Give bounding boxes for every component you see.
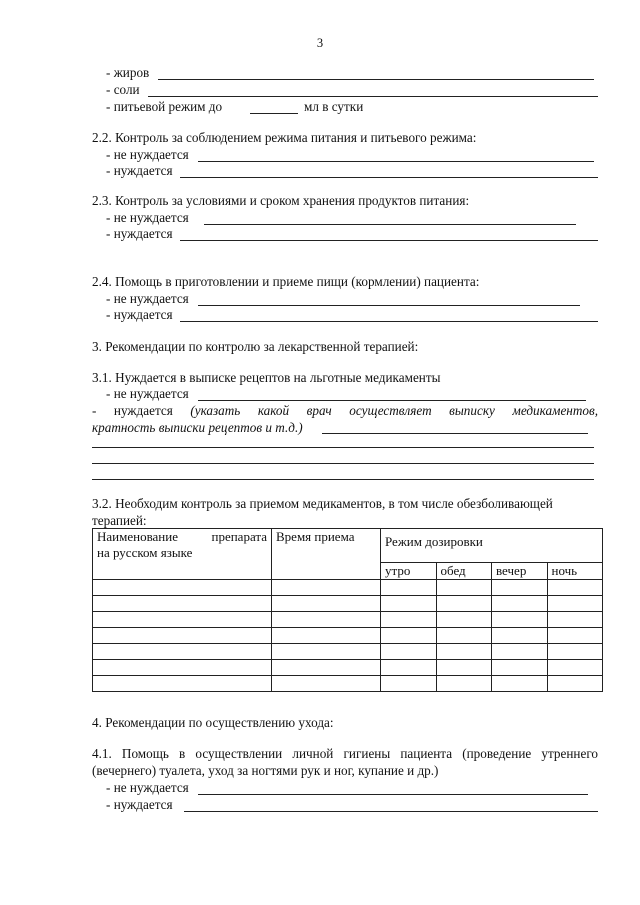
table-row[interactable] (93, 643, 603, 659)
table-row[interactable] (93, 659, 603, 675)
header-time: Время приема (272, 529, 381, 580)
s3-1-needed-hint-2: кратность выписки рецептов и т.д.) (92, 420, 303, 435)
header-lunch: обед (436, 563, 492, 580)
drinking-label: - питьевой режим до (106, 99, 223, 114)
cell[interactable] (272, 659, 381, 675)
s3-1-not-needed-line[interactable] (198, 400, 586, 401)
s3-1-extra-line-1[interactable] (92, 447, 594, 448)
cell[interactable] (272, 643, 381, 659)
table-row[interactable] (93, 579, 603, 595)
cell[interactable] (436, 627, 492, 643)
cell[interactable] (492, 611, 548, 627)
s3-1-needed-hint: (указать какой врач осуществляет выписку медикаментов, (190, 403, 598, 418)
medication-table (92, 528, 603, 692)
section-2-4-title: 2.4. Помощь в приготовлении и приеме пищи (кормлении) пациента: (92, 274, 480, 289)
cell[interactable] (436, 595, 492, 611)
cell[interactable] (547, 579, 603, 595)
s2-2-needed-line[interactable] (180, 177, 598, 178)
cell[interactable] (381, 659, 437, 675)
cell[interactable] (436, 659, 492, 675)
s2-2-needed-label: - нуждается (106, 163, 173, 178)
cell[interactable] (547, 611, 603, 627)
s4-1-not-needed-line[interactable] (198, 794, 588, 795)
section-4-title: 4. Рекомендации по осуществлению ухода: (92, 715, 334, 730)
s3-1-needed-label: - нуждается (92, 403, 173, 418)
s2-3-needed-label: - нуждается (106, 226, 173, 241)
cell[interactable] (93, 659, 272, 675)
s3-1-extra-line-3[interactable] (92, 479, 594, 480)
cell[interactable] (492, 643, 548, 659)
cell[interactable] (547, 643, 603, 659)
cell[interactable] (93, 643, 272, 659)
s3-1-needed-line[interactable] (322, 433, 588, 434)
cell[interactable] (547, 595, 603, 611)
cell[interactable] (492, 579, 548, 595)
cell[interactable] (93, 579, 272, 595)
header-drug-name (93, 529, 272, 580)
s2-3-not-needed-line[interactable] (204, 224, 576, 225)
s2-3-needed-line[interactable] (180, 240, 598, 241)
s2-4-not-needed-label: - не нуждается (106, 291, 189, 306)
s4-1-needed-line[interactable] (184, 811, 598, 812)
cell[interactable] (381, 643, 437, 659)
table-row[interactable] (93, 675, 603, 691)
section-3-2-title: 3.2. Необходим контроль за приемом медикаментов, в том числе обезболивающей (92, 496, 553, 511)
cell[interactable] (436, 611, 492, 627)
cell[interactable] (547, 675, 603, 691)
cell[interactable] (381, 675, 437, 691)
cell[interactable] (381, 611, 437, 627)
drinking-unit: мл в сутки (304, 99, 364, 114)
cell[interactable] (93, 675, 272, 691)
s2-4-not-needed-line[interactable] (198, 305, 580, 306)
cell[interactable] (547, 627, 603, 643)
table-row[interactable] (93, 611, 603, 627)
cell[interactable] (492, 595, 548, 611)
cell[interactable] (93, 611, 272, 627)
salt-label: - соли (106, 82, 140, 97)
cell[interactable] (93, 595, 272, 611)
salt-fill-line[interactable] (148, 96, 598, 97)
s2-4-needed-line[interactable] (180, 321, 598, 322)
s2-3-not-needed-label: - не нуждается (106, 210, 189, 225)
cell[interactable] (436, 675, 492, 691)
drinking-amount-line[interactable] (250, 113, 298, 114)
fats-fill-line[interactable] (158, 79, 594, 80)
s3-1-not-needed-label: - не нуждается (106, 386, 189, 401)
cell[interactable] (492, 675, 548, 691)
section-3-2-title-2: терапией: (92, 513, 147, 528)
s3-1-extra-line-2[interactable] (92, 463, 594, 464)
header-drug-name-line2: на русском языке (97, 544, 193, 560)
cell[interactable] (381, 579, 437, 595)
s2-2-not-needed-line[interactable] (198, 161, 594, 162)
cell[interactable] (436, 579, 492, 595)
s3-1-needed-line1 (92, 404, 598, 417)
section-4-1-title-2: (вечернего) туалета, уход за ногтями рук и ног, купание и др.) (92, 763, 439, 778)
s4-1-needed-label: - нуждается (106, 797, 173, 812)
page-number: 3 (316, 36, 324, 50)
header-evening: вечер (492, 563, 548, 580)
s2-4-needed-label: - нуждается (106, 307, 173, 322)
section-3-title: 3. Рекомендации по контролю за лекарственной терапией: (92, 339, 419, 354)
s2-2-not-needed-label: - не нуждается (106, 147, 189, 162)
header-night: ночь (547, 563, 603, 580)
cell[interactable] (272, 611, 381, 627)
section-2-3-title: 2.3. Контроль за условиями и сроком хранения продуктов питания: (92, 193, 470, 208)
fats-label: - жиров (106, 65, 150, 80)
cell[interactable] (272, 579, 381, 595)
cell[interactable] (436, 643, 492, 659)
header-drug-name-line1: Наименование препарата (97, 529, 267, 544)
table-row[interactable] (93, 627, 603, 643)
section-4-1-title: 4.1. Помощь в осуществлении личной гигиены пациента (проведение утреннего (92, 746, 598, 761)
cell[interactable] (492, 659, 548, 675)
header-dosage: Режим дозировки (381, 529, 603, 563)
cell[interactable] (272, 627, 381, 643)
s4-1-not-needed-label: - не нуждается (106, 780, 189, 795)
table-row[interactable] (93, 595, 603, 611)
section-3-1-title: 3.1. Нуждается в выписке рецептов на льготные медикаменты (92, 370, 441, 385)
cell[interactable] (492, 627, 548, 643)
section-2-2-title: 2.2. Контроль за соблюдением режима питания и питьевого режима: (92, 130, 477, 145)
cell[interactable] (381, 627, 437, 643)
header-morning: утро (381, 563, 437, 580)
cell[interactable] (93, 627, 272, 643)
cell[interactable] (381, 595, 437, 611)
cell[interactable] (272, 595, 381, 611)
cell[interactable] (547, 659, 603, 675)
cell[interactable] (272, 675, 381, 691)
